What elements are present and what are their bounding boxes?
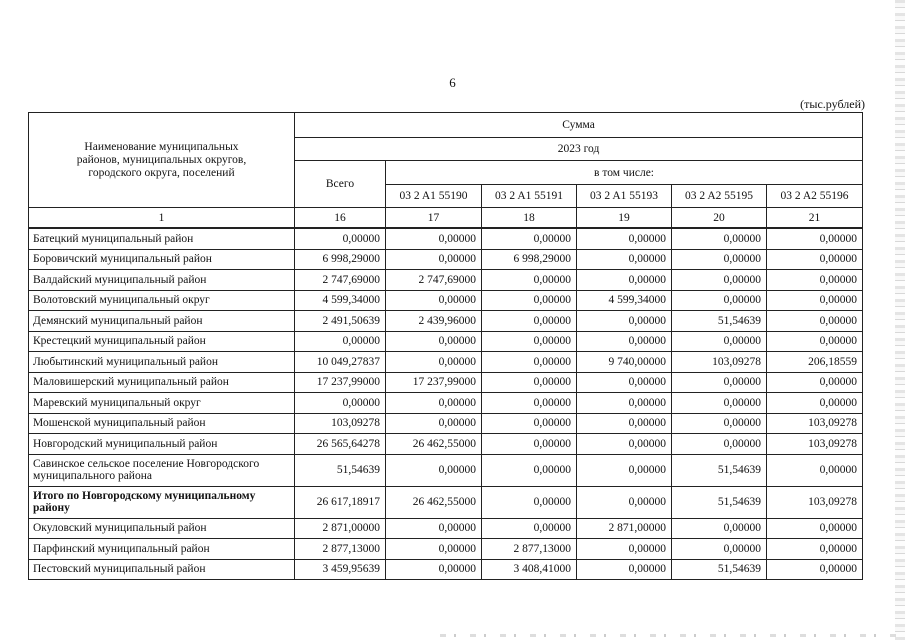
amount-value: 0,00000 [386, 228, 482, 249]
table-row [29, 228, 863, 249]
amount-value: 0,00000 [577, 413, 672, 434]
amount-value: 0,00000 [577, 539, 672, 560]
amount-value: 2 747,69000 [386, 270, 482, 291]
amount-value: 0,00000 [672, 393, 767, 414]
amount-value: 0,00000 [577, 372, 672, 393]
amount-value: 0,00000 [672, 228, 767, 249]
municipality-name: Боровичский муниципальный район [29, 249, 295, 270]
amount-value: 0,00000 [672, 518, 767, 539]
amount-value: 0,00000 [386, 518, 482, 539]
amount-value: 0,00000 [767, 249, 863, 270]
amount-value: 0,00000 [672, 413, 767, 434]
amount-value: 0,00000 [386, 539, 482, 560]
amount-value: 0,00000 [577, 311, 672, 332]
amount-value: 0,00000 [767, 290, 863, 311]
amount-value: 0,00000 [482, 486, 577, 518]
column-number: 21 [767, 208, 863, 229]
amount-value: 0,00000 [482, 518, 577, 539]
amount-value: 0,00000 [767, 228, 863, 249]
scan-bottom-artifact [440, 634, 900, 637]
total-header: Всего [295, 161, 386, 208]
amount-value: 0,00000 [672, 539, 767, 560]
amount-value: 206,18559 [767, 352, 863, 373]
table-row [29, 352, 863, 373]
table-row [29, 290, 863, 311]
amount-value: 0,00000 [577, 486, 672, 518]
amount-value: 0,00000 [577, 270, 672, 291]
total-value: 26 617,18917 [295, 486, 386, 518]
amount-value: 4 599,34000 [577, 290, 672, 311]
table-row [29, 270, 863, 291]
municipality-name: Крестецкий муниципальный район [29, 331, 295, 352]
municipality-name: Итого по Новгородскому муниципальному району [29, 486, 295, 518]
amount-value: 0,00000 [767, 539, 863, 560]
amount-value: 103,09278 [767, 434, 863, 455]
amount-value: 0,00000 [767, 270, 863, 291]
amount-value: 0,00000 [577, 393, 672, 414]
amount-value: 0,00000 [767, 454, 863, 486]
table-row [29, 454, 863, 486]
table-row [29, 311, 863, 332]
amount-value: 0,00000 [386, 454, 482, 486]
total-value: 0,00000 [295, 228, 386, 249]
municipality-name: Окуловский муниципальный район [29, 518, 295, 539]
amount-value: 26 462,55000 [386, 486, 482, 518]
table-row [29, 393, 863, 414]
table-row [29, 249, 863, 270]
column-number-row [29, 208, 863, 229]
amount-value: 51,54639 [672, 486, 767, 518]
code-header: 03 2 A1 55193 [577, 185, 672, 208]
column-number: 18 [482, 208, 577, 229]
table-row [29, 372, 863, 393]
amount-value: 0,00000 [386, 413, 482, 434]
amount-value: 17 237,99000 [386, 372, 482, 393]
amount-value: 0,00000 [577, 454, 672, 486]
amount-value: 0,00000 [767, 331, 863, 352]
amount-value: 0,00000 [672, 270, 767, 291]
column-number: 19 [577, 208, 672, 229]
amount-value: 0,00000 [577, 559, 672, 580]
total-value: 2 491,50639 [295, 311, 386, 332]
column-number: 20 [672, 208, 767, 229]
amount-value: 9 740,00000 [577, 352, 672, 373]
amount-value: 0,00000 [482, 290, 577, 311]
amount-value: 0,00000 [767, 559, 863, 580]
total-value: 26 565,64278 [295, 434, 386, 455]
amount-value: 0,00000 [482, 434, 577, 455]
amount-value: 51,54639 [672, 559, 767, 580]
municipality-name: Маревский муниципальный округ [29, 393, 295, 414]
total-value: 3 459,95639 [295, 559, 386, 580]
amount-value: 0,00000 [386, 352, 482, 373]
total-value: 6 998,29000 [295, 249, 386, 270]
amount-value: 0,00000 [577, 228, 672, 249]
amount-value: 2 871,00000 [577, 518, 672, 539]
amount-value: 0,00000 [482, 228, 577, 249]
amount-value: 0,00000 [577, 249, 672, 270]
amount-value: 0,00000 [767, 311, 863, 332]
amount-value: 0,00000 [767, 393, 863, 414]
municipality-name: Волотовский муниципальный округ [29, 290, 295, 311]
amount-value: 0,00000 [386, 249, 482, 270]
amount-value: 0,00000 [482, 413, 577, 434]
amount-value: 0,00000 [577, 434, 672, 455]
table-row [29, 539, 863, 560]
code-header: 03 2 A2 55195 [672, 185, 767, 208]
amount-value: 0,00000 [482, 372, 577, 393]
column-number: 16 [295, 208, 386, 229]
sum-header: Сумма [295, 113, 863, 138]
code-header: 03 2 A2 55196 [767, 185, 863, 208]
name-column-header: Наименование муниципальных районов, муниципальных округов, городского округа, поселений [29, 113, 295, 208]
table-row [29, 331, 863, 352]
column-number: 1 [29, 208, 295, 229]
total-value: 4 599,34000 [295, 290, 386, 311]
table-row [29, 413, 863, 434]
total-value: 103,09278 [295, 413, 386, 434]
table-header [29, 113, 863, 208]
amount-value: 103,09278 [767, 413, 863, 434]
amount-value: 0,00000 [482, 352, 577, 373]
amount-value: 0,00000 [482, 270, 577, 291]
amount-value: 0,00000 [482, 311, 577, 332]
amount-value: 0,00000 [386, 331, 482, 352]
amount-value: 0,00000 [482, 331, 577, 352]
total-value: 10 049,27837 [295, 352, 386, 373]
column-number: 17 [386, 208, 482, 229]
amount-value: 0,00000 [672, 331, 767, 352]
municipality-name: Мошенской муниципальный район [29, 413, 295, 434]
amount-value: 0,00000 [672, 249, 767, 270]
table-row [29, 559, 863, 580]
amount-value: 26 462,55000 [386, 434, 482, 455]
year-header: 2023 год [295, 138, 863, 161]
including-header: в том числе: [386, 161, 863, 185]
amount-value: 0,00000 [386, 290, 482, 311]
municipality-name: Парфинский муниципальный район [29, 539, 295, 560]
amount-value: 0,00000 [767, 518, 863, 539]
total-value: 2 877,13000 [295, 539, 386, 560]
table-body [29, 208, 863, 580]
amount-value: 2 439,96000 [386, 311, 482, 332]
amount-value: 0,00000 [672, 290, 767, 311]
amount-value: 0,00000 [672, 372, 767, 393]
total-value: 0,00000 [295, 393, 386, 414]
page-number: 6 [449, 75, 456, 90]
units-label: (тыс.рублей) [800, 97, 865, 111]
table-row [29, 486, 863, 518]
municipality-name: Батецкий муниципальный район [29, 228, 295, 249]
municipality-name: Любытинский муниципальный район [29, 352, 295, 373]
municipality-name: Маловишерский муниципальный район [29, 372, 295, 393]
municipality-name: Пестовский муниципальный район [29, 559, 295, 580]
amount-value: 0,00000 [386, 559, 482, 580]
municipality-name: Валдайский муниципальный район [29, 270, 295, 291]
amount-value: 0,00000 [482, 393, 577, 414]
amount-value: 3 408,41000 [482, 559, 577, 580]
code-header: 03 2 A1 55191 [482, 185, 577, 208]
total-value: 0,00000 [295, 331, 386, 352]
total-value: 2 871,00000 [295, 518, 386, 539]
budget-table [28, 112, 863, 580]
municipality-name: Демянский муниципальный район [29, 311, 295, 332]
amount-value: 2 877,13000 [482, 539, 577, 560]
amount-value: 0,00000 [767, 372, 863, 393]
amount-value: 51,54639 [672, 454, 767, 486]
municipality-name: Новгородский муниципальный район [29, 434, 295, 455]
amount-value: 103,09278 [672, 352, 767, 373]
municipality-name: Савинское сельское поселение Новгородского муниципального района [29, 454, 295, 486]
table-row [29, 434, 863, 455]
amount-value: 0,00000 [386, 393, 482, 414]
total-value: 17 237,99000 [295, 372, 386, 393]
amount-value: 51,54639 [672, 311, 767, 332]
total-value: 2 747,69000 [295, 270, 386, 291]
total-value: 51,54639 [295, 454, 386, 486]
amount-value: 6 998,29000 [482, 249, 577, 270]
amount-value: 0,00000 [672, 434, 767, 455]
code-header: 03 2 A1 55190 [386, 185, 482, 208]
amount-value: 0,00000 [482, 454, 577, 486]
table-row [29, 518, 863, 539]
amount-value: 0,00000 [577, 331, 672, 352]
scan-edge-artifact [895, 0, 905, 640]
amount-value: 103,09278 [767, 486, 863, 518]
